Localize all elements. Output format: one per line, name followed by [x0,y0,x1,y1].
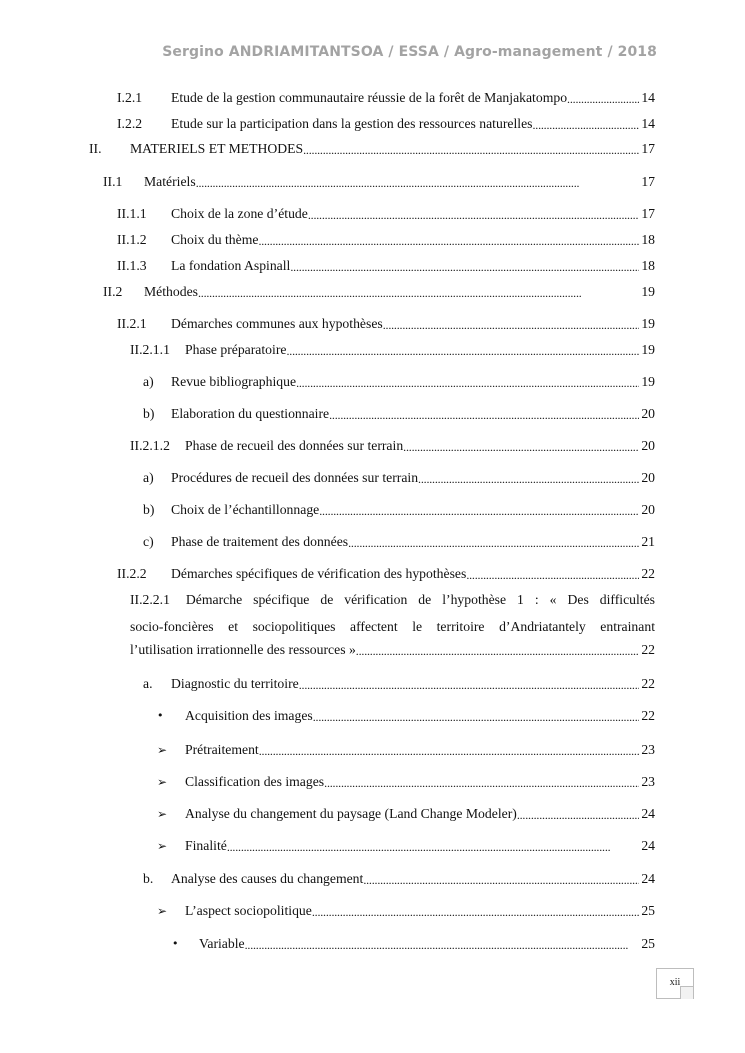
toc-page-number: 20 [641,502,655,517]
toc-number: II.1.2 [117,232,147,247]
toc-leader [517,807,640,824]
toc-number: b) [143,502,155,517]
toc-number: II.1 [103,174,123,189]
toc-title: Prétraitement [185,742,259,757]
toc-number: II.2.1 [117,316,147,331]
toc-number: b) [143,406,155,421]
toc-page-number: 14 [641,90,655,105]
toc-title: Finalité [185,838,227,853]
toc-entry[interactable] [157,706,655,726]
toc-page-number: 17 [641,141,655,156]
toc-entry[interactable] [157,772,655,792]
toc-title: Phase préparatoire [185,342,287,357]
toc-entry[interactable] [143,468,655,488]
toc-leader [299,677,640,694]
toc-leader [324,775,639,792]
toc-leader [308,207,639,224]
toc-page-number: 19 [641,342,655,357]
toc-title: Analyse des causes du changement [171,871,364,886]
toc-page-number: 18 [641,232,655,247]
toc-title: Démarches spécifiques de vérification des hypothèses [171,566,467,581]
toc-number: II. [89,141,102,156]
toc-leader [290,259,639,276]
toc-title-line: Démarche spécifique de vérification de l’hypothèse 1 : « Des difficultés [185,592,655,607]
toc-number: I.2.2 [117,116,143,131]
toc-title: L’aspect sociopolitique [185,903,312,918]
toc-page-number: 24 [641,838,655,853]
toc-page-number: 20 [641,406,655,421]
toc-leader [196,175,640,192]
toc-page-number: 23 [641,774,655,789]
toc-paragraph-line [130,586,655,613]
toc-page-number: 21 [641,534,655,549]
toc-entry[interactable] [117,88,655,108]
toc-title: Matériels [144,174,196,189]
toc-entry[interactable] [130,436,655,456]
toc-entry[interactable] [117,564,655,584]
toc-entry[interactable] [143,372,655,392]
toc-page-number: 20 [641,438,655,453]
toc-title: La fondation Aspinall [171,258,291,273]
toc-leader [198,285,639,302]
toc-entry[interactable] [117,204,655,224]
page-corner-fold-icon [680,986,693,999]
toc-number: a) [143,374,154,389]
toc-page-number: 20 [641,470,655,485]
toc-title: Méthodes [144,284,198,299]
toc-leader [356,643,640,660]
toc-leader [567,91,639,108]
toc-entry-multiline[interactable] [130,586,655,640]
toc-number: II.2.1.2 [130,438,170,453]
bullet-icon: • [172,937,179,950]
arrow-bullet-icon: ➢ [157,839,168,853]
toc-entry[interactable] [89,139,655,159]
toc-number: II.2 [103,284,123,299]
toc-title: Choix du thème [171,232,259,247]
toc-title: Elaboration du questionnaire [171,406,330,421]
toc-leader [259,743,640,760]
toc-title: Choix de l’échantillonnage [171,502,320,517]
toc-title: Variable [199,936,245,951]
toc-leader [348,535,639,552]
toc-page-number: 17 [641,206,655,221]
toc-entry[interactable] [103,282,655,302]
toc-leader [286,343,639,360]
toc-leader [466,567,639,584]
toc-entry[interactable] [143,532,655,552]
toc-leader [296,375,639,392]
toc-page-number: 22 [641,708,655,723]
toc-title: Choix de la zone d’étude [171,206,308,221]
toc-leader [319,503,639,520]
toc-title: Démarches communes aux hypothèses [171,316,383,331]
arrow-bullet-icon: ➢ [157,904,168,918]
toc-number: II.1.1 [117,206,147,221]
toc-title: MATERIELS ET METHODES [130,141,304,156]
toc-number: b. [143,871,154,886]
toc-title: Procédures de recueil des données sur terrain [171,470,419,485]
toc-number: a. [143,676,153,691]
page-number: xii [669,977,681,988]
arrow-bullet-icon: ➢ [157,743,168,757]
toc-leader [245,937,640,954]
toc-page-number: 19 [641,316,655,331]
toc-number: II.1.3 [117,258,147,273]
toc-page-number: 19 [641,284,655,299]
toc-entry[interactable] [157,836,655,856]
toc-number: II.2.2.1 [130,592,170,607]
toc-leader [227,839,639,856]
toc-leader [532,117,639,134]
toc-leader [258,233,639,250]
toc-leader [403,439,639,456]
toc-entry[interactable] [117,230,655,250]
toc-page-number: 22 [641,566,655,581]
toc-number: a) [143,470,154,485]
toc-page-number: 22 [641,676,655,691]
toc-leader [363,872,639,889]
toc-leader [313,709,640,726]
toc-entry[interactable] [172,934,655,954]
toc-entry[interactable] [143,500,655,520]
bullet-icon: • [157,709,164,722]
toc-entry[interactable] [117,114,655,134]
toc-entry[interactable] [157,740,655,760]
toc-title: Acquisition des images [185,708,313,723]
toc-title: Etude sur la participation dans la gestion des ressources naturelles [171,116,533,131]
arrow-bullet-icon: ➢ [157,807,168,821]
toc-page-number: 19 [641,374,655,389]
toc-entry[interactable] [103,172,655,192]
toc-title-line: l’utilisation irrationnelle des ressources » [130,642,356,657]
toc-entry-lastline[interactable] [130,640,655,660]
toc-number: II.2.1.1 [130,342,170,357]
toc-title: Revue bibliographique [171,374,297,389]
toc-page-number: 25 [641,903,655,918]
toc-page-number: 24 [641,871,655,886]
toc-entry[interactable] [117,256,655,276]
toc-leader [303,142,639,159]
toc-entry[interactable] [130,340,655,360]
toc-entry[interactable] [143,674,655,694]
toc-title: Phase de traitement des données [171,534,349,549]
toc-title: Analyse du changement du paysage (Land Change Modeler) [185,806,517,821]
toc-number: II.2.2 [117,566,147,581]
toc-title: Diagnostic du territoire [171,676,299,691]
toc-leader [383,317,640,334]
toc-number: c) [143,534,154,549]
toc-leader [312,904,639,921]
toc-page-number: 22 [641,642,655,657]
toc-title: Phase de recueil des données sur terrain [185,438,404,453]
page-header: Sergino ANDRIAMITANTSOA / ESSA / Agro-management / 2018 [162,44,657,60]
toc-entry[interactable] [117,314,655,334]
toc-entry[interactable] [143,404,655,424]
toc-title: Etude de la gestion communautaire réussie de la forêt de Manjakatompo [171,90,568,105]
toc-page-number: 25 [641,936,655,951]
toc-page-number: 23 [641,742,655,757]
toc-entry[interactable] [143,869,655,889]
toc-leader [329,407,639,424]
toc-entry[interactable] [157,901,655,921]
toc-page-number: 14 [641,116,655,131]
toc-entry[interactable] [157,804,655,824]
toc-leader [418,471,639,488]
toc-title: Classification des images [185,774,325,789]
toc-page-number: 17 [641,174,655,189]
toc-page-number: 24 [641,806,655,821]
toc-page-number: 18 [641,258,655,273]
toc-number: I.2.1 [117,90,143,105]
toc-title-line: socio-foncières et sociopolitiques affectent le territoire d’Andriatantely entrainant [130,619,655,634]
arrow-bullet-icon: ➢ [157,775,168,789]
